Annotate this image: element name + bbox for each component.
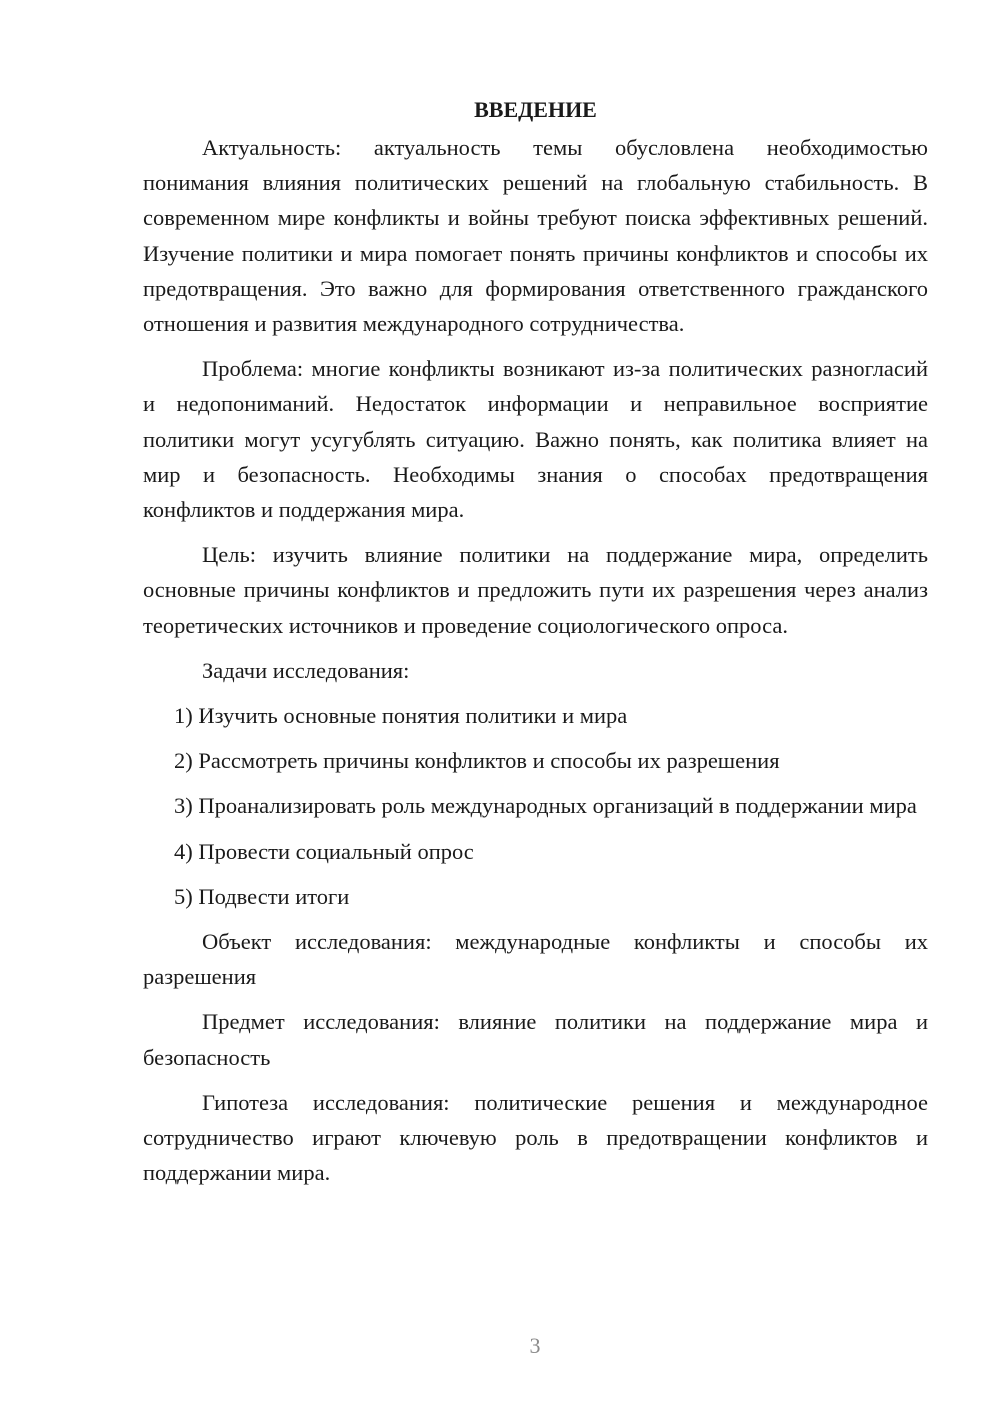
page-number: 3 bbox=[529, 1333, 541, 1358]
problem-paragraph: Проблема: многие конфликты возникают из-за политических разногласий и недопониманий. Недостаток информации и неправильное восприятие политики могут усугублять ситуацию. Важно понять, как политика влияет на мир и безопасность. Необходимы знания о способах предотвращения конфликтов и поддержания мира. bbox=[143, 356, 928, 523]
subject-paragraph: Предмет исследования: влияние политики на поддержание мира и безопасность bbox=[143, 1009, 928, 1070]
task-item: 1) Изучить основные понятия политики и мира bbox=[174, 703, 628, 729]
goal-paragraph: Цель: изучить влияние политики на поддержание мира, определить основные причины конфликтов и предложить пути их разрешения через анализ теоретических источников и проведение социологического опроса. bbox=[143, 542, 928, 638]
task-item: 2) Рассмотреть причины конфликтов и способы их разрешения bbox=[174, 748, 780, 774]
document-page bbox=[143, 92, 928, 1200]
page-title: ВВЕДЕНИЕ bbox=[474, 97, 597, 122]
task-item: 3) Проанализировать роль международных организаций в поддержании мира bbox=[174, 793, 917, 819]
task-item: 4) Провести социальный опрос bbox=[174, 838, 474, 864]
object-paragraph: Объект исследования: международные конфликты и способы их разрешения bbox=[143, 929, 928, 990]
tasks-heading: Задачи исследования: bbox=[202, 657, 410, 683]
tasks-list bbox=[143, 698, 928, 914]
hypothesis-paragraph: Гипотеза исследования: политические решения и международное сотрудничество играют ключевую роль в предотвращении конфликтов и поддержании мира. bbox=[143, 1089, 928, 1186]
relevance-paragraph: Актуальность: актуальность темы обусловлена необходимостью понимания влияния политических решений на глобальную стабильность. В современном мире конфликты и войны требуют поиска эффективных решений. Изучение политики и мира помогает понять причины конфликтов и способы их предотвращения. Это важно для формирования ответственного гражданского отношения и развития международного сотрудничества. bbox=[143, 135, 928, 337]
task-item: 5) Подвести итоги bbox=[174, 883, 350, 909]
